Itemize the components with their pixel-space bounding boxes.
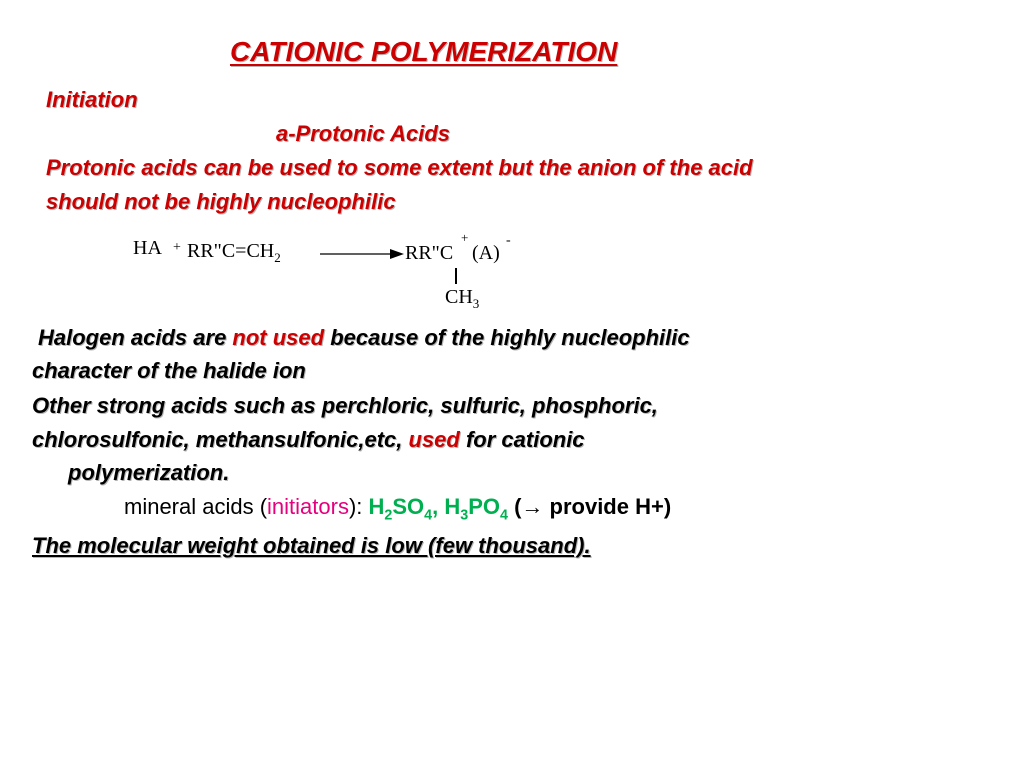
slide-title: CATIONIC POLYMERIZATION (230, 36, 618, 67)
product-anion: (A) (472, 242, 500, 264)
initiators-label: initiators (267, 494, 349, 519)
product-carbocation: RR"C (405, 242, 454, 264)
protonic-text-line1: Protonic acids can be used to some extent but the anion of the acid (46, 155, 753, 180)
other-acids-line3: polymerization. (68, 460, 230, 485)
plus-sign: + (173, 240, 181, 255)
halogen-line2: character of the halide ion (32, 358, 306, 383)
initiation-heading: Initiation (46, 87, 138, 112)
sulfuric-acid-formula: $H_2SO_4$, $H_3PO_4$ (368, 494, 508, 524)
mineral-acids-line: mineral acids (initiators): $H_2SO_4$, $H_3PO_4$ (→ provide H+) (124, 494, 672, 524)
protonic-text-line2: should not be highly nucleophilic (46, 189, 396, 214)
used-highlight: used (408, 427, 460, 452)
other-acids-line1: Other strong acids such as perchloric, sulfuric, phosphoric, (32, 393, 658, 418)
reaction-arrow-icon (320, 248, 404, 260)
anion-charge: - (506, 233, 511, 248)
bond-line (455, 268, 457, 284)
methyl-group: $CH_3$ (445, 286, 480, 311)
arrow-icon: → (521, 494, 544, 519)
protonic-acids-subheading: a-Protonic Acids (276, 121, 450, 146)
molecular-weight-line: The molecular weight obtained is low (few thousand). (32, 533, 591, 558)
other-acids-line2: chlorosulfonic, methansulfonic,etc, used for cationic (32, 427, 585, 452)
not-used-highlight: not used (232, 325, 325, 350)
reactant-ha: HA (133, 237, 162, 259)
product-charge: + (461, 230, 469, 245)
reactant-alkene: $RR"C=CH_2$ (187, 240, 281, 265)
halogen-line1: Halogen acids are not used because of the highly nucleophilic (38, 325, 690, 350)
